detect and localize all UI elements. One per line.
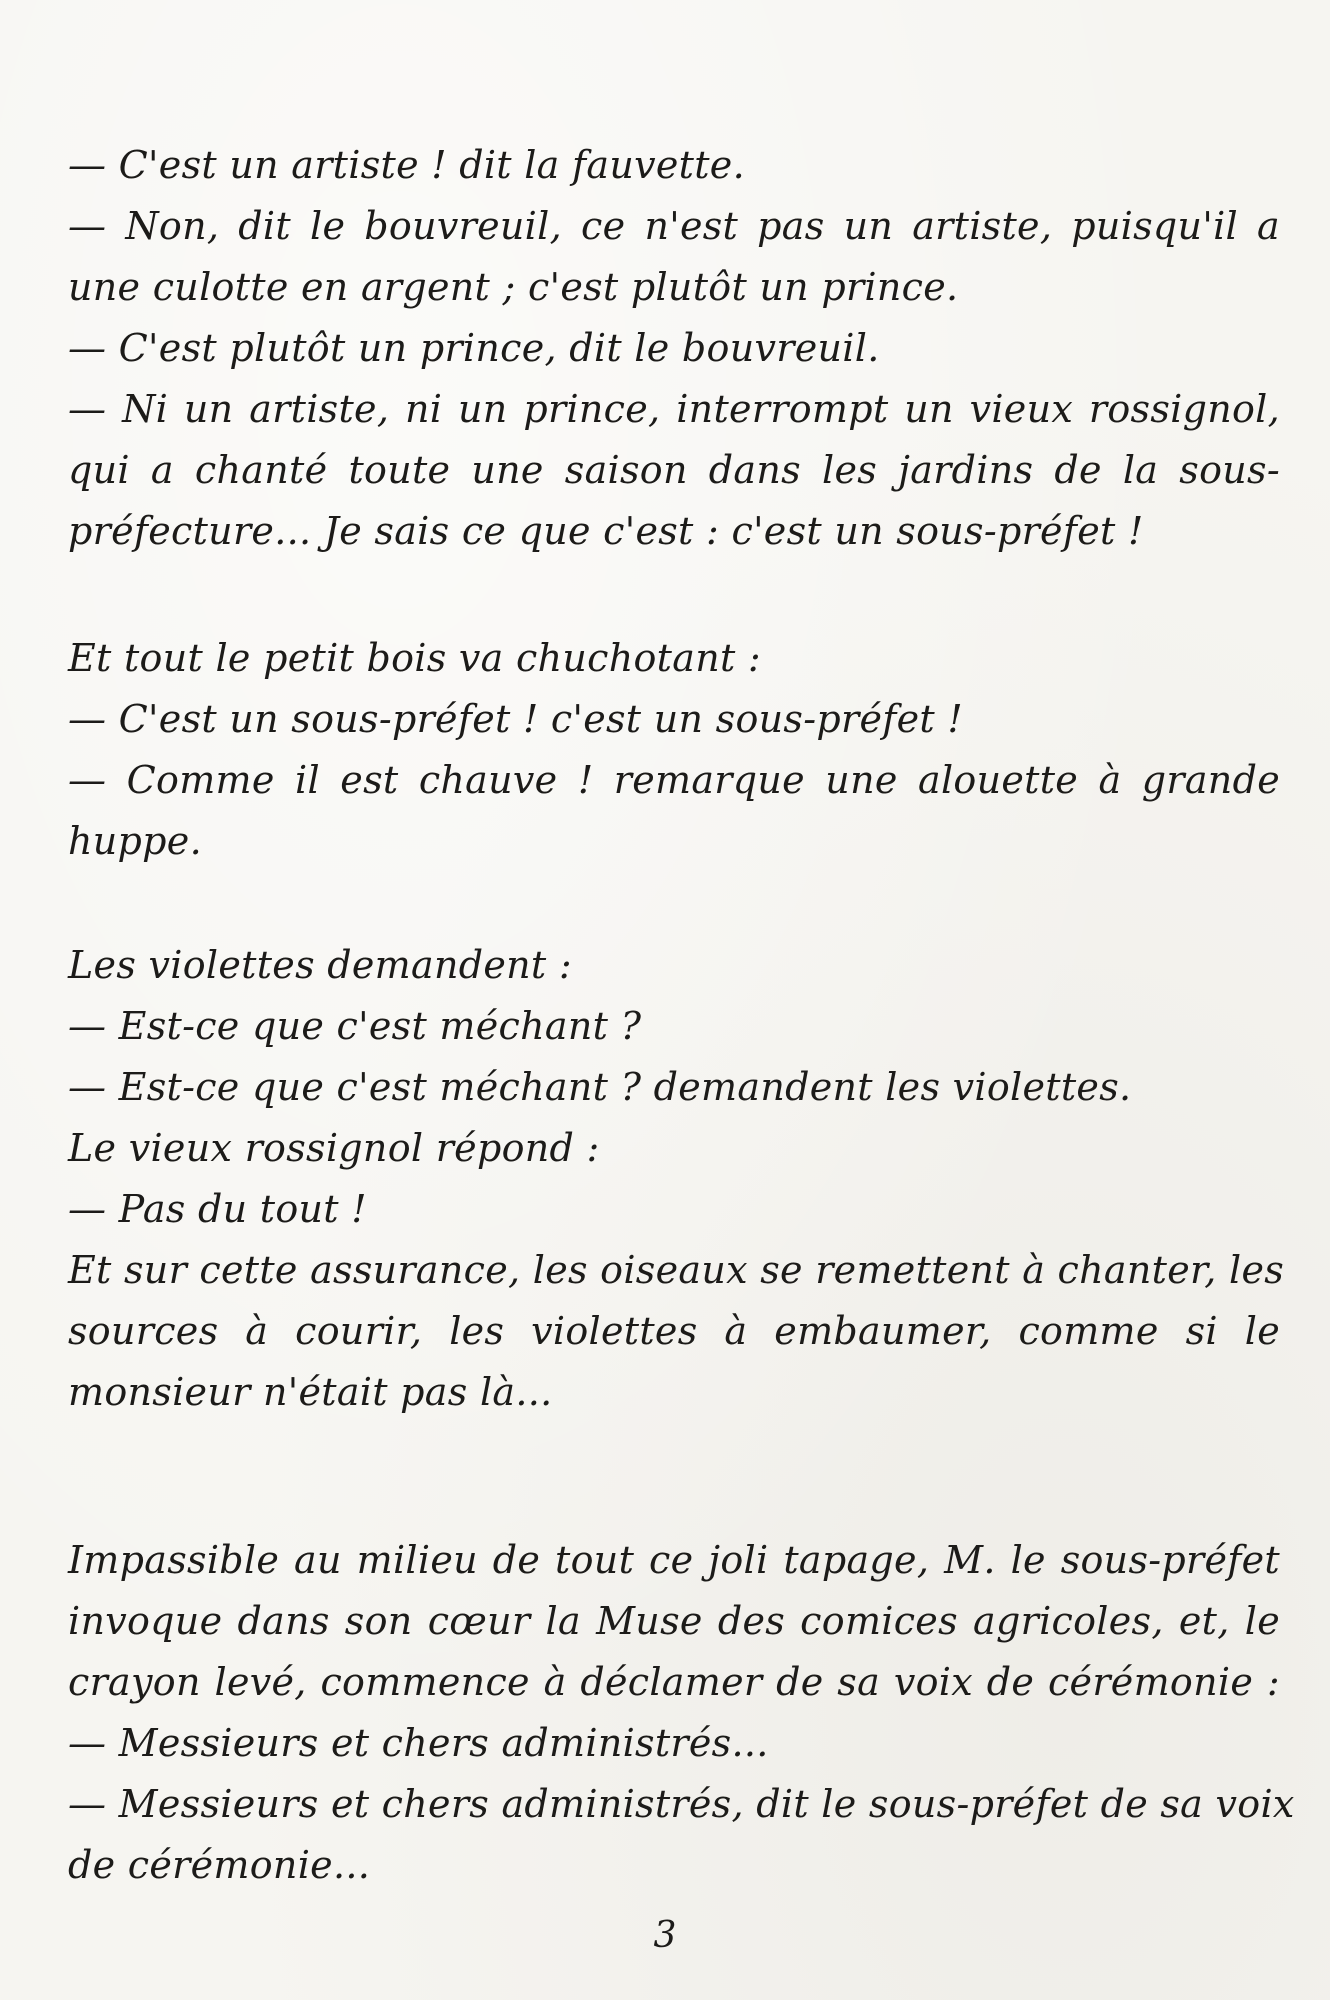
text-line: de cérémonie...	[68, 1843, 371, 1887]
text-line: — Est-ce que c'est méchant ? demandent les violettes.	[68, 1065, 1132, 1109]
text-line: — Messieurs et chers administrés, dit le sous-préfet de sa voix	[68, 1782, 1295, 1826]
text-line: — C'est un artiste ! dit la fauvette.	[68, 143, 745, 187]
paragraph-birds-debate	[68, 135, 1280, 562]
text-line: — Pas du tout !	[68, 1187, 367, 1231]
text-line: Et sur cette assurance, les oiseaux se remettent à chanter, les	[68, 1248, 1285, 1292]
paragraph-violets-ask	[68, 935, 1285, 1423]
text-line: huppe.	[68, 819, 202, 863]
text-line: invoque dans son cœur la Muse des comices agricoles, et, le	[68, 1599, 1280, 1643]
text-line: Les violettes demandent :	[68, 943, 572, 987]
text-line: crayon levé, commence à déclamer de sa voix de cérémonie :	[68, 1660, 1280, 1704]
text-line: une culotte en argent ; c'est plutôt un prince.	[68, 265, 959, 309]
paragraph-wood-whispering	[68, 628, 1280, 872]
text-line: — C'est plutôt un prince, dit le bouvreuil.	[68, 326, 880, 370]
text-line: — Ni un artiste, ni un prince, interrompt un vieux rossignol,	[68, 387, 1280, 431]
text-line: Le vieux rossignol répond :	[68, 1126, 600, 1170]
text-line: préfecture... Je sais ce que c'est : c'est un sous-préfet !	[68, 509, 1144, 553]
text-line: — Messieurs et chers administrés...	[68, 1721, 769, 1765]
text-line: Impassible au milieu de tout ce joli tapage, M. le sous-préfet	[68, 1538, 1280, 1582]
text-line: — Comme il est chauve ! remarque une alouette à grande	[68, 758, 1280, 802]
text-line: qui a chanté toute une saison dans les jardins de la sous-	[68, 448, 1280, 492]
text-line: — Est-ce que c'est méchant ?	[68, 1004, 642, 1048]
text-line: monsieur n'était pas là...	[68, 1370, 553, 1414]
text-line: — Non, dit le bouvreuil, ce n'est pas un artiste, puisqu'il a	[68, 204, 1280, 248]
text-line: — C'est un sous-préfet ! c'est un sous-préfet !	[68, 697, 963, 741]
paragraph-subprefect-speech	[68, 1530, 1295, 1896]
text-line: sources à courir, les violettes à embaumer, comme si le	[68, 1309, 1280, 1353]
page-number: 3	[653, 1915, 677, 1956]
text-line: Et tout le petit bois va chuchotant :	[68, 636, 762, 680]
